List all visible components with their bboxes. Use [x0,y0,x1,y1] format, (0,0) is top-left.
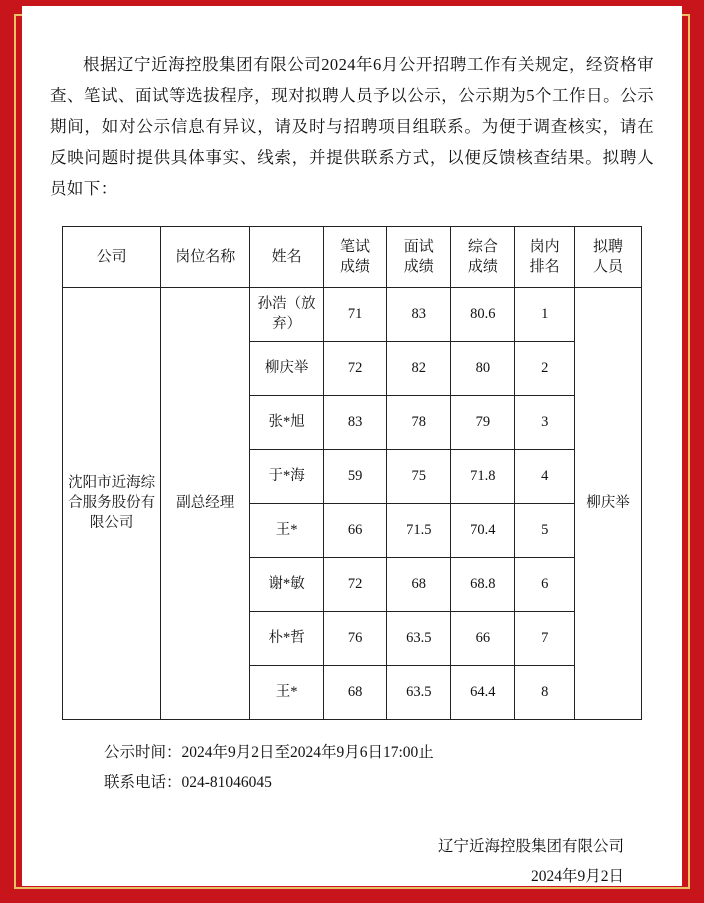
cell-overall-score: 71.8 [451,449,515,503]
header-rank-line2: 排名 [529,258,560,275]
cell-rank: 8 [515,665,575,719]
footer-info [104,738,654,798]
cell-name: 于*海 [250,449,324,503]
cell-rank: 2 [515,341,575,395]
header-position [161,226,250,287]
header-interview-line1: 面试 [403,238,434,255]
table-row [63,287,642,341]
cell-hired-person: 柳庆举 [574,287,641,719]
cell-name: 孙浩（放弃） [250,287,324,341]
candidates-table [62,226,642,720]
header-overall-line1: 综合 [467,238,498,255]
cell-overall-score: 80.6 [451,287,515,341]
header-position-line1: 岗位名称 [175,248,236,265]
issuer-name: 辽宁近海控股集团有限公司 [437,837,624,855]
cell-name: 柳庆举 [250,341,324,395]
header-hired-line1: 拟聘 [592,238,623,255]
contact-phone: 联系电话：024-81046045 [104,773,272,791]
header-overall-line2: 成绩 [467,258,498,275]
cell-written-score: 76 [323,611,386,665]
cell-written-score: 59 [323,449,386,503]
cell-name: 王* [250,503,324,557]
cell-overall-score: 70.4 [451,503,515,557]
header-company [63,226,161,287]
table-body [63,287,642,719]
cell-rank: 7 [515,611,575,665]
header-hired-line2: 人员 [592,258,623,275]
document-paper [22,6,682,886]
header-rank [515,226,575,287]
cell-written-score: 72 [323,341,386,395]
cell-overall-score: 80 [451,341,515,395]
cell-interview-score: 71.5 [387,503,451,557]
intro-paragraph: 根据辽宁近海控股集团有限公司2024年6月公开招聘工作有关规定，经资格审查、笔试、面试等选拔程序，现对拟聘人员予以公示，公示期为5个工作日。公示期间，如对公示信息有异议，请及时与招聘项目组联系。为便于调查核实，请在反映问题时提供具体事实、线索，并提供联系方式，以便反馈核查结果。拟聘人员如下： [50,54,654,198]
header-interview-line2: 成绩 [403,258,434,275]
cell-written-score: 66 [323,503,386,557]
cell-overall-score: 79 [451,395,515,449]
cell-name: 谢*敏 [250,557,324,611]
cell-interview-score: 83 [387,287,451,341]
cell-position: 副总经理 [161,287,250,719]
cell-interview-score: 63.5 [387,665,451,719]
cell-rank: 1 [515,287,575,341]
cell-written-score: 68 [323,665,386,719]
cell-rank: 6 [515,557,575,611]
cell-interview-score: 68 [387,557,451,611]
header-overall-score [451,226,515,287]
header-interview-score [387,226,451,287]
header-name [250,226,324,287]
cell-written-score: 83 [323,395,386,449]
signoff-block [50,832,624,887]
cell-name: 王* [250,665,324,719]
cell-overall-score: 64.4 [451,665,515,719]
cell-name: 张*旭 [250,395,324,449]
cell-company: 沈阳市近海综合服务股份有限公司 [63,287,161,719]
header-written-line2: 成绩 [340,258,371,275]
cell-interview-score: 82 [387,341,451,395]
cell-written-score: 71 [323,287,386,341]
cell-overall-score: 68.8 [451,557,515,611]
header-written-line1: 笔试 [340,238,371,255]
header-rank-line1: 岗内 [529,238,560,255]
cell-interview-score: 63.5 [387,611,451,665]
table-header [63,226,642,287]
cell-written-score: 72 [323,557,386,611]
cell-interview-score: 78 [387,395,451,449]
document-content [22,6,682,886]
header-written-score [323,226,386,287]
cell-interview-score: 75 [387,449,451,503]
cell-rank: 5 [515,503,575,557]
cell-rank: 4 [515,449,575,503]
cell-name: 朴*哲 [250,611,324,665]
header-hired [574,226,641,287]
cell-overall-score: 66 [451,611,515,665]
header-company-line1: 公司 [96,248,127,265]
cell-rank: 3 [515,395,575,449]
issue-date: 2024年9月2日 [530,867,624,885]
header-name-line1: 姓名 [271,248,302,265]
notice-time: 公示时间：2024年9月2日至2024年9月6日17:00止 [104,743,434,761]
table-header-row [63,226,642,287]
